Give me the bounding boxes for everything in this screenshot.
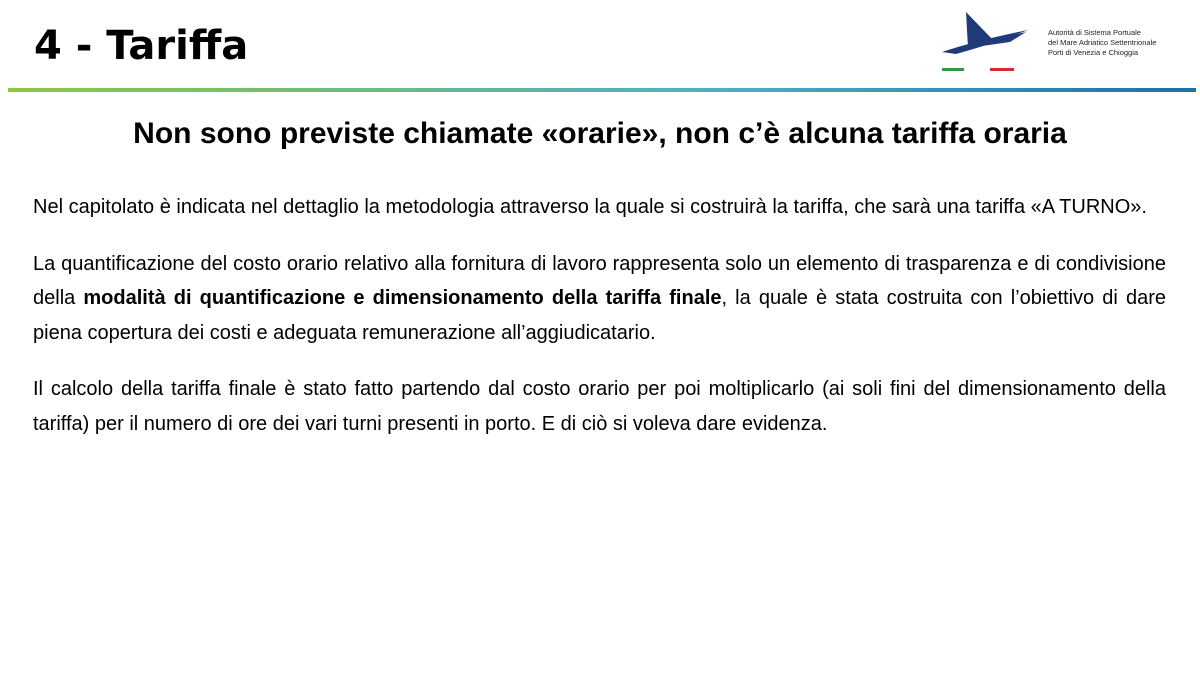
paragraph-3: Il calcolo della tariffa finale è stato fatto partendo dal costo orario per poi moltiplicarlo (ai soli fini del dimensionamento della tariffa) per il numero di ore dei vari turni presenti in porto. E di ciò si voleva dare evidenza.: [33, 378, 1166, 435]
logo-line-2: del Mare Adriatico Settentrionale: [1048, 38, 1157, 47]
slide-heading: Non sono previste chiamate «orarie», non c’è alcuna tariffa oraria: [133, 117, 1067, 150]
header-divider: [8, 88, 1196, 92]
logo-line-1: Autorità di Sistema Portuale: [1048, 28, 1141, 37]
paragraph-2-bold: modalità di quantificazione e dimensionamento della tariffa finale: [83, 287, 722, 309]
port-authority-logo-icon: [938, 10, 1043, 76]
slide-body: [33, 190, 1166, 463]
port-authority-logo: [938, 10, 1188, 76]
paragraph-2-end: , la quale è stata costruita con l’obiettivo di dare piena copertura dei costi e adeguata remunerazione all’aggiudicatario.: [33, 287, 1167, 344]
paragraph-1: Nel capitolato è indicata nel dettaglio la metodologia attraverso la quale si costruirà la tariffa, che sarà una tariffa «A TURNO».: [33, 196, 1147, 218]
paragraph-2-start: La quantificazione del costo orario relativo alla fornitura di lavoro rappresenta solo un elemento di trasparenza e di condivisione della: [33, 252, 1166, 309]
paragraph-2: [33, 247, 1166, 351]
logo-text: [1048, 28, 1188, 58]
slide-title: 4 - Tariffa: [34, 23, 249, 69]
logo-line-3: Porti di Venezia e Chioggia: [1048, 48, 1139, 57]
